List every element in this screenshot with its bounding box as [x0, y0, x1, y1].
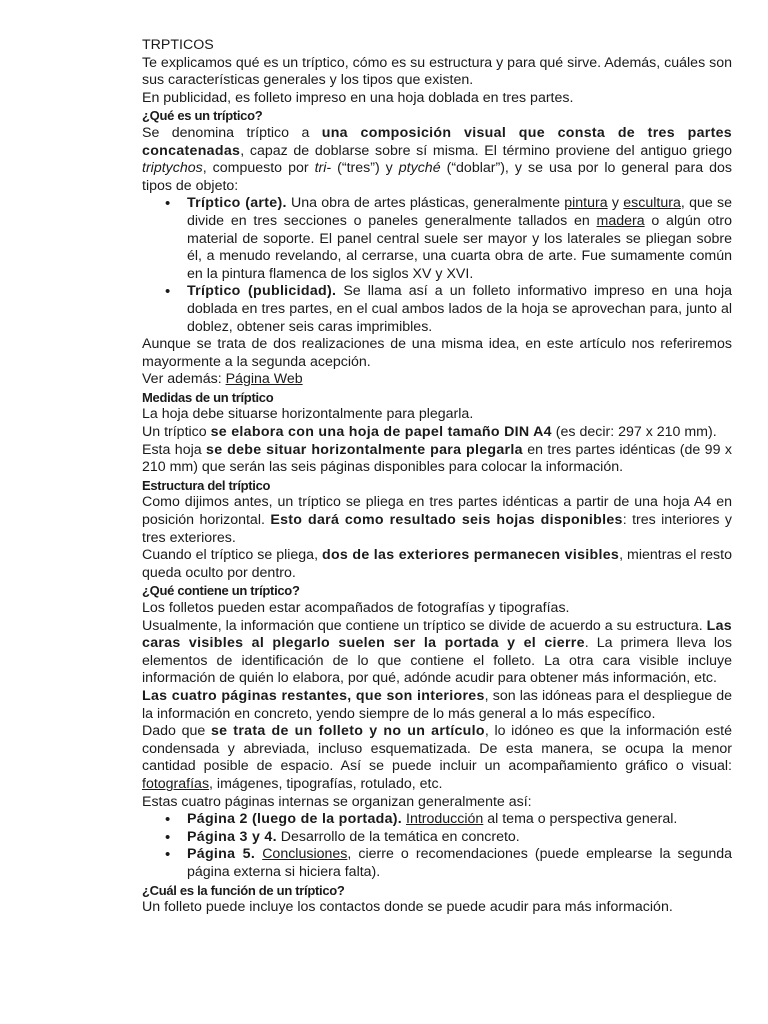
- section-heading: Estructura del tríptico: [142, 477, 271, 493]
- list-item: • Tríptico (arte). Una obra de artes plásticas, generalmente pintura y escultura, que se divide en tres secciones o paneles generalmente tallados en madera o algún otro material de soporte. El panel central suele ser mayor y los laterales se pliegan sobre él, a menudo revelando, al cerrarse, una cuarta obra de arte. Fue sumamente común en la pintura flamenca de los siglos XV y XVI.: [187, 195, 732, 283]
- link-conclusiones[interactable]: Conclusiones: [262, 846, 348, 863]
- section-heading: ¿Qué contiene un tríptico?: [142, 583, 300, 599]
- paragraph: Estas cuatro páginas internas se organizan generalmente así:: [142, 793, 532, 810]
- paragraph: Un folleto puede incluye los contactos donde se puede acudir para más información.: [142, 899, 673, 916]
- section-heading: Medidas de un tríptico: [142, 389, 274, 405]
- list-item: • Página 5. Conclusiones, cierre o recomendaciones (puede emplearse la segunda página externa si hiciera falta).: [187, 846, 732, 881]
- paragraph: La hoja debe situarse horizontalmente para plegarla.: [142, 406, 474, 423]
- paragraph: Aunque se trata de dos realizaciones de una misma idea, en este artículo nos referiremos mayormente a la segunda acepción.: [142, 336, 732, 370]
- paragraph: Como dijimos antes, un tríptico se pliega en tres partes idénticas a partir de una hoja A4 en posición horizontal. Esto dará como resultado seis hojas disponibles: tres interiores y tres exteriores.: [142, 494, 732, 546]
- link-madera[interactable]: madera: [596, 212, 645, 229]
- document-body: [142, 37, 732, 917]
- paragraph: Se denomina tríptico a una composición visual que consta de tres partes concatenadas, capaz de doblarse sobre sí misma. El término proviene del antiguo griego triptychos, compuesto por tri- (“tres”) y ptyché (“doblar”), y se usa por lo general para dos tipos de objeto:: [142, 124, 732, 194]
- paragraph: Dado que se trata de un folleto y no un artículo, lo idóneo es que la información esté condensada y abreviada, incluso esquematizada. De esta manera, se ocupa la menor cantidad posible de espacio. Así se puede incluir un acompañamiento gráfico o visual: fotografías, imágenes, tipografías, rotulado, etc.: [142, 723, 733, 792]
- list-item: • Página 3 y 4. Desarrollo de la temática en concreto.: [187, 829, 732, 847]
- paragraph: Cuando el tríptico se pliega, dos de las exteriores permanecen visibles, mientras el resto queda oculto por dentro.: [142, 547, 732, 581]
- section-heading: ¿Qué es un tríptico?: [142, 108, 263, 124]
- link-pintura[interactable]: pintura: [564, 195, 608, 212]
- link-pagina-web[interactable]: Página Web: [225, 371, 303, 388]
- link-introduccion[interactable]: Introducción: [406, 811, 484, 828]
- bullet-list: [142, 195, 732, 336]
- bullet-list: [142, 811, 732, 881]
- paragraph: Esta hoja se debe situar horizontalmente para plegarla en tres partes idénticas (de 99 x 210 mm) que serán las seis páginas disponibles para colocar la información.: [142, 441, 732, 476]
- paragraph: Las cuatro páginas restantes, que son interiores, son las idóneas para el despliegue de la información en concreto, yendo siempre de lo más general a lo más específico.: [142, 687, 733, 722]
- see-also: Ver además: Página Web: [142, 371, 303, 388]
- link-fotografias[interactable]: fotografías: [142, 775, 210, 792]
- list-item: • Página 2 (luego de la portada). Introducción al tema o perspectiva general.: [187, 811, 732, 829]
- document-title: TRPTICOS: [142, 37, 214, 53]
- link-escultura[interactable]: escultura: [623, 195, 681, 212]
- intro-paragraph: Te explicamos qué es un tríptico, cómo es su estructura y para qué sirve. Además, cuáles son sus características generales y los tipos que existen.: [142, 54, 732, 89]
- paragraph: Los folletos pueden estar acompañados de fotografías y tipografías.: [142, 600, 570, 616]
- intro-paragraph: En publicidad, es folleto impreso en una hoja doblada en tres partes.: [142, 89, 574, 106]
- list-item: • Tríptico (publicidad). Se llama así a un folleto informativo impreso en una hoja doblada en tres partes, en el cual ambos lados de la hoja se aprovechan para, junto al doblez, obtener seis caras imprimibles.: [187, 283, 732, 336]
- section-heading: ¿Cuál es la función de un tríptico?: [142, 882, 345, 898]
- paragraph: Usualmente, la información que contiene un tríptico se divide de acuerdo a su estructura. Las caras visibles al plegarlo suelen ser la portada y el cierre. La primera lleva los elementos de identificación de lo que contiene el folleto. La otra cara visible incluye información de quién lo elabora, por qué, adónde acudir para obtener más información, etc.: [142, 617, 732, 687]
- paragraph: Un tríptico se elabora con una hoja de papel tamaño DIN A4 (es decir: 297 x 210 mm).: [142, 424, 717, 441]
